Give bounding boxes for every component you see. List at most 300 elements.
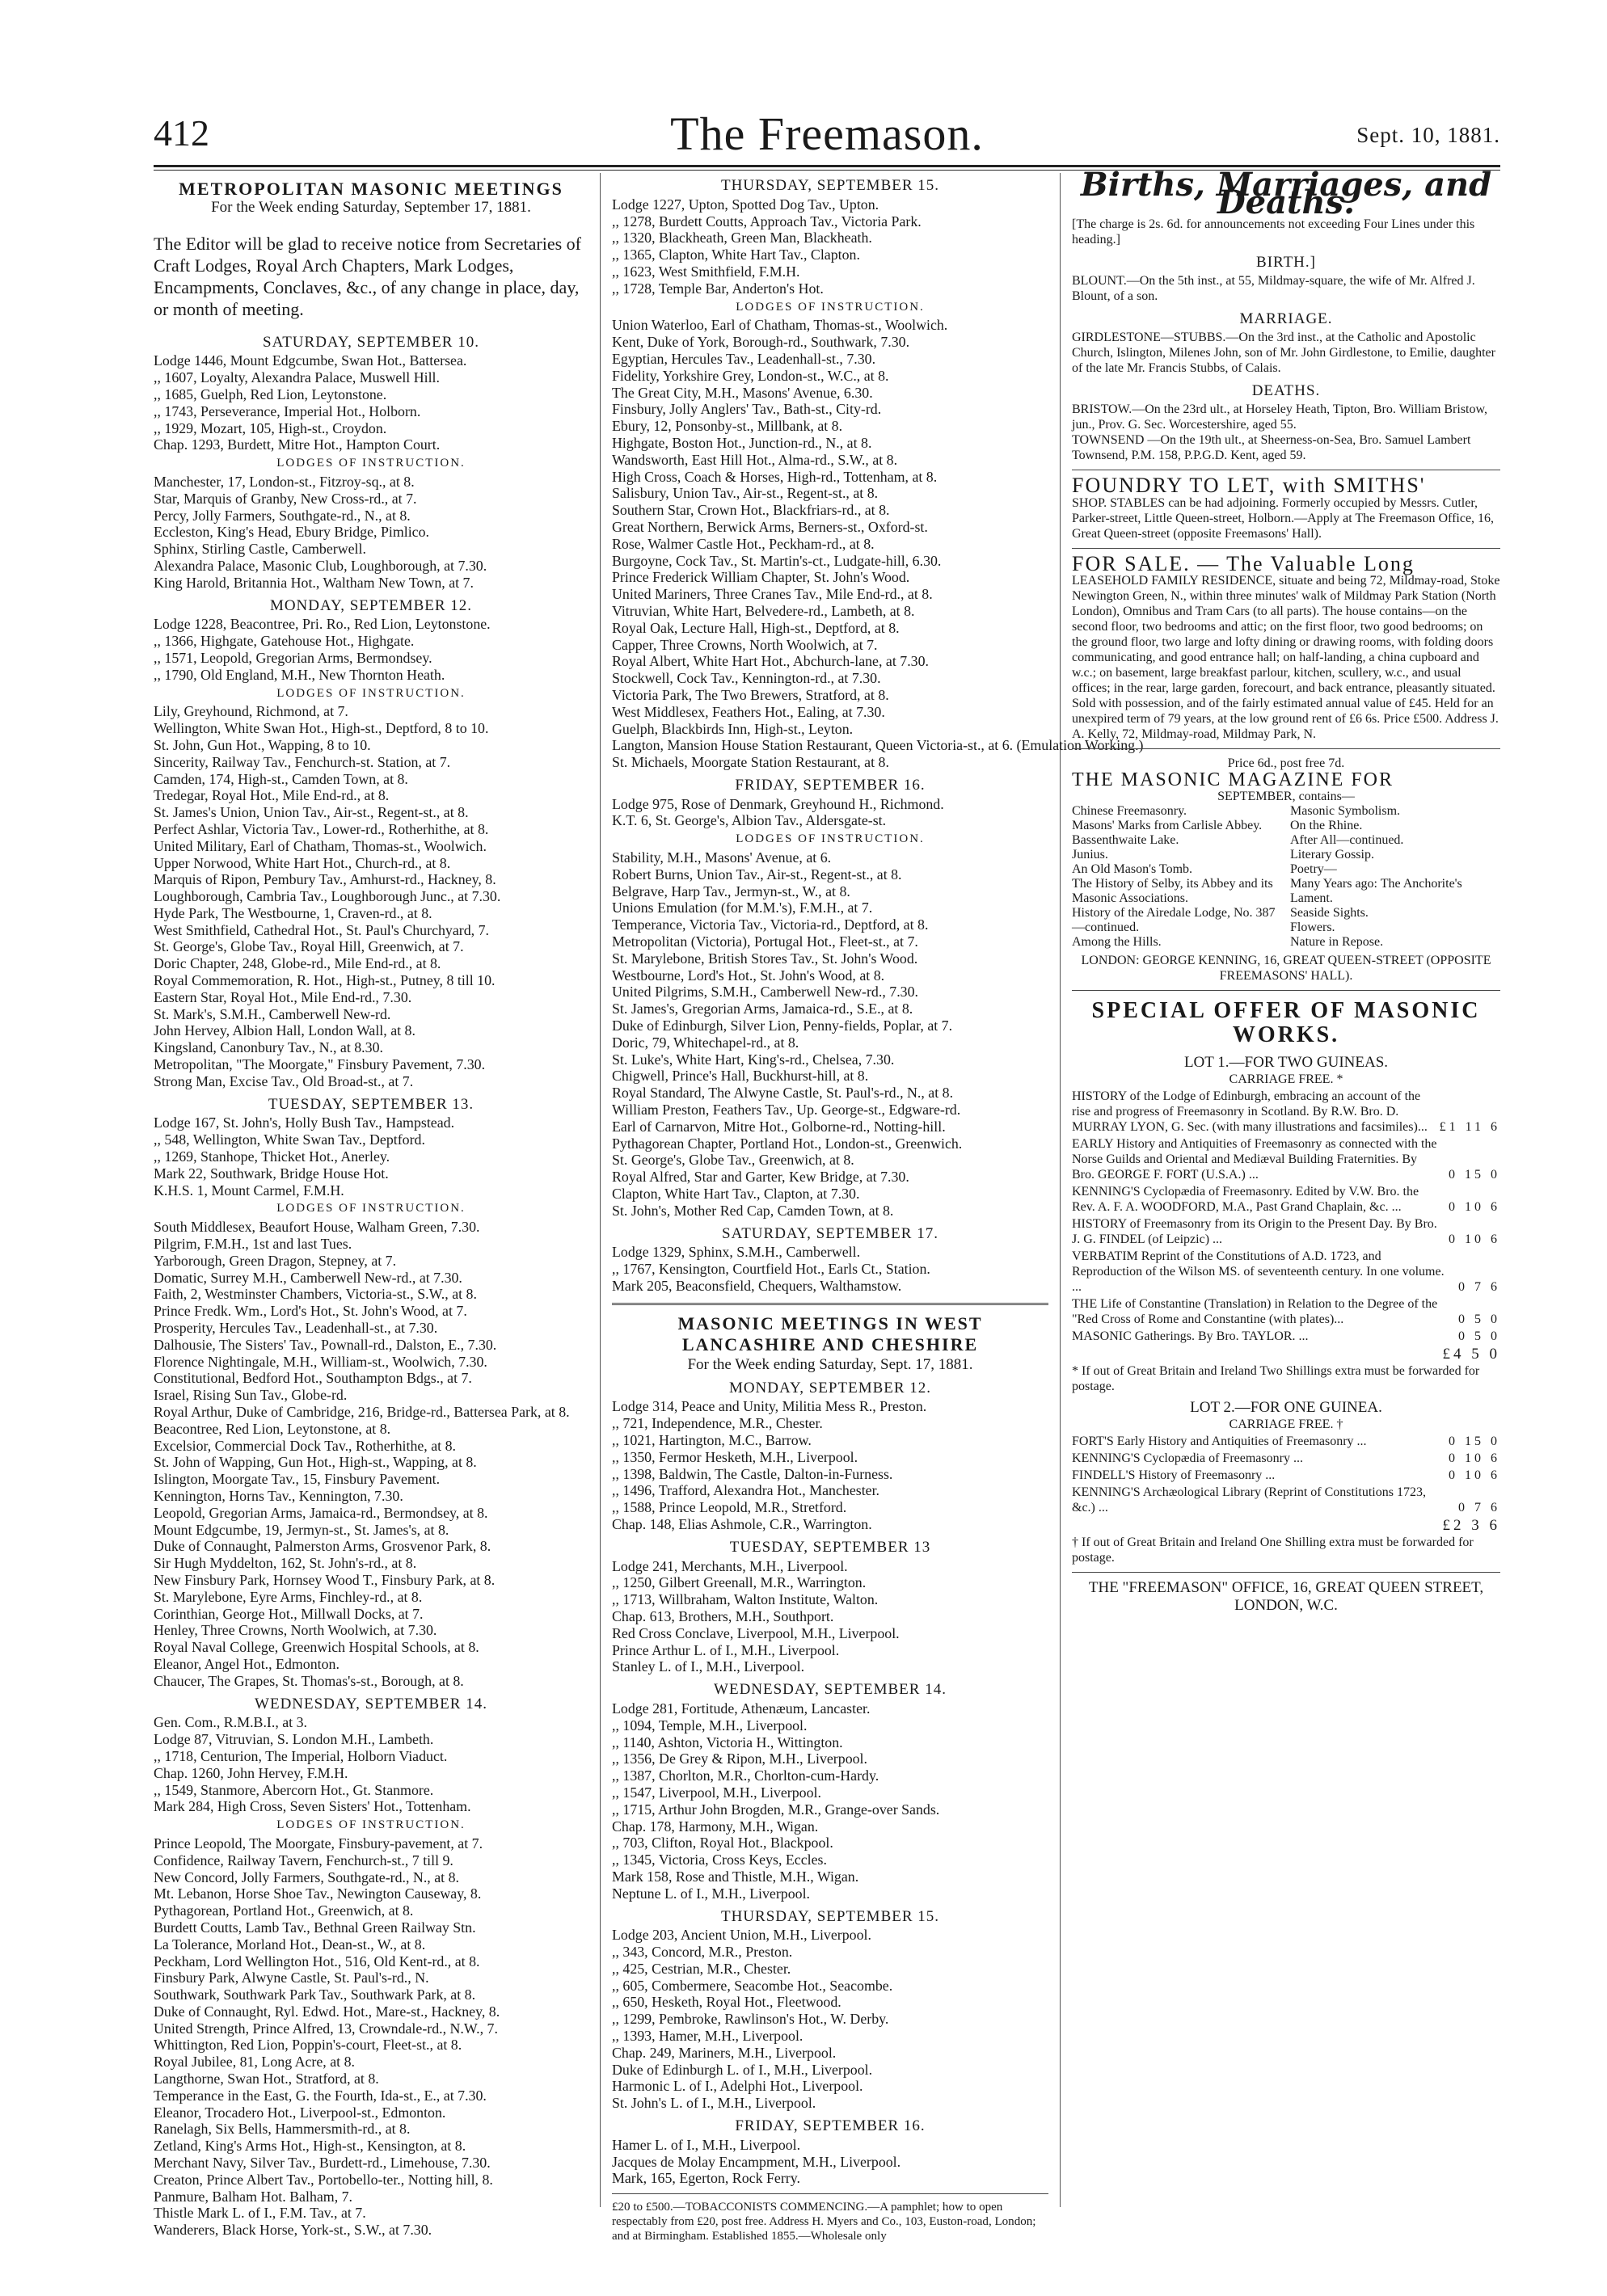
list-item: Jacques de Molay Encampment, M.H., Liverpool. xyxy=(612,2153,901,2170)
list-item: Hyde Park, The Westbourne, 1, Craven-rd., at 8. xyxy=(154,904,432,921)
sale-advert-heading: FOR SALE. — The Valuable Long xyxy=(1072,551,1415,575)
list-item: Union Waterloo, Earl of Chatham, Thomas-st., Woolwich. xyxy=(612,317,948,334)
list-item: Pythagorean, Portland Hot., Greenwich, at 8. xyxy=(154,1902,414,1919)
list-item: Manchester, 17, London-st., Fitzroy-sq., at 8. xyxy=(154,473,415,490)
list-item: Lily, Greyhound, Richmond, at 7. xyxy=(154,703,348,720)
foundry-advert: SHOP. STABLES can be had adjoining. Formerly occupied by Messrs. Cutler, Parker-street, Little Queen-street, Holborn.—Apply at The Freemason Office, 16, Great Queen-street (opposite Freemasons' Hall). xyxy=(1072,495,1495,541)
list-item: ,, 1623, West Smithfield, F.M.H. xyxy=(612,263,800,280)
list-item: Doric Chapter, 248, Globe-rd., Mile End-rd., at 8. xyxy=(154,955,441,972)
list xyxy=(612,1558,1048,1676)
book-item xyxy=(1072,1451,1500,1466)
list-item: Great Northern, Berwick Arms, Berners-st., Oxford-st. xyxy=(612,518,928,535)
list-item: ,, 1607, Loyalty, Alexandra Palace, Muswell Hill. xyxy=(154,369,440,386)
list xyxy=(154,352,588,453)
list xyxy=(612,1398,1048,1532)
section-heading: MASONIC MEETINGS IN WEST LANCASHIRE AND CHESHIRE xyxy=(677,1312,983,1354)
list-item: Southwark, Southwark Park Tav., Southwark Park, at 8. xyxy=(154,1986,476,2003)
list-item: Kennington, Horns Tav., Kennington, 7.30. xyxy=(154,1487,403,1504)
list-item: ,, 1685, Guelph, Red Lion, Leytonstone. xyxy=(154,385,387,402)
list-item: ,, 605, Combermere, Seacombe Hot., Seacombe. xyxy=(612,1977,893,1994)
list-item: ,, 1790, Old England, M.H., New Thornton Heath. xyxy=(154,666,445,683)
book-item xyxy=(1072,1296,1500,1327)
list xyxy=(612,1700,1048,1902)
list-item: Duke of Connaught, Palmerston Arms, Grosvenor Park, 8. xyxy=(154,1538,491,1555)
list-item: ,, 1387, Chorlton, M.R., Chorlton-cum-Hardy. xyxy=(612,1767,879,1784)
list-item: Mark 205, Beaconsfield, Chequers, Walthamstow. xyxy=(612,1278,902,1294)
list-item: Ranelagh, Six Bells, Hammersmith-rd., at 8. xyxy=(154,2121,411,2138)
list-item: St. James's Union, Union Tav., Air-st., Regent-st., at 8. xyxy=(154,804,469,821)
list-item: High Cross, Coach & Horses, High-rd., Tottenham, at 8. xyxy=(612,468,938,485)
list-item: Alexandra Palace, Masonic Club, Loughborough, at 7.30. xyxy=(154,557,487,574)
list-item: Duke of Edinburgh, Silver Lion, Penny-fields, Poplar, at 7. xyxy=(612,1017,953,1034)
book-item xyxy=(1072,1184,1500,1215)
list-item: ,, 1398, Baldwin, The Castle, Dalton-in-Furness. xyxy=(612,1465,893,1482)
list-item: Temperance in the East, G. the Fourth, Ida-st., E., at 7.30. xyxy=(154,2087,487,2104)
list-item: Royal Albert, White Hart Hot., Abchurch-lane, at 7.30. xyxy=(612,653,929,670)
list-item: ,, 1269, Stanhope, Thicket Hot., Anerley. xyxy=(154,1148,390,1165)
list-item: Eleanor, Angel Hot., Edmonton. xyxy=(154,1655,340,1672)
list xyxy=(154,616,588,683)
column-divider xyxy=(600,173,601,2207)
list-item: St. Marylebone, Eyre Arms, Finchley-rd., at 8. xyxy=(154,1588,423,1605)
list-item: ,, 1393, Hamer, M.H., Liverpool. xyxy=(612,2028,804,2045)
lot-note: * If out of Great Britain and Ireland Two Shillings extra must be forwarded for postage. xyxy=(1072,1363,1480,1393)
list-item: Pythagorean Chapter, Portland Hot., London-st., Greenwich. xyxy=(612,1135,963,1152)
list-item: Unions Emulation (for M.M.'s), F.M.H., at 7. xyxy=(612,899,873,916)
list-item: Faith, 2, Westminster Chambers, Victoria-st., S.W., at 8. xyxy=(154,1286,477,1303)
list-item: Stanley L. of I., M.H., Liverpool. xyxy=(612,1658,805,1675)
list-item: Clapton, White Hart Tav., Clapton, at 7.30. xyxy=(612,1186,860,1203)
magazine-contents xyxy=(1072,804,1500,950)
book-item xyxy=(1072,1089,1500,1135)
lot-subheading: CARRIAGE FREE. * xyxy=(1229,1072,1343,1086)
newspaper-title: The Freemason. xyxy=(670,107,984,160)
list-item: Eastern Star, Royal Hot., Mile End-rd., 7.30. xyxy=(154,988,412,1005)
list-item: Marquis of Ripon, Pembury Tav., Amhurst-rd., Hackney, 8. xyxy=(154,871,496,888)
list-item: Beacontree, Red Lion, Leytonstone, at 8. xyxy=(154,1420,391,1437)
book-title: MASONIC Gatherings. By Bro. TAYLOR. ... xyxy=(1072,1329,1309,1343)
day-heading: FRIDAY, SEPTEMBER 16. xyxy=(735,776,926,794)
section-rule xyxy=(612,2193,1048,2194)
list-item: Hamer L. of I., M.H., Liverpool. xyxy=(612,2136,801,2153)
lot-subheading: CARRIAGE FREE. † xyxy=(1229,1418,1343,1432)
list-item: Junius. xyxy=(1072,847,1108,862)
list-item: Loughborough, Cambria Tav., Loughborough Junc., at 7.30. xyxy=(154,888,501,905)
list-item: Chap. 178, Harmony, M.H., Wigan. xyxy=(612,1818,819,1835)
list xyxy=(612,317,1144,771)
list-item: St. Michaels, Moorgate Station Restaurant, at 8. xyxy=(612,754,889,771)
issue-date: Sept. 10, 1881. xyxy=(1356,123,1500,147)
list-item: ,, 425, Cestrian, M.R., Chester. xyxy=(612,1960,791,1977)
list-item: Chap. 249, Mariners, M.H., Liverpool. xyxy=(612,2044,837,2061)
lot-heading: LOT 1.—FOR TWO GUINEAS. xyxy=(1183,1053,1389,1071)
list-item: Duke of Connaught, Ryl. Edwd. Hot., Mare-st., Hackney, 8. xyxy=(154,2003,500,2020)
list-item: Mt. Lebanon, Horse Shoe Tav., Newington Causeway, 8. xyxy=(154,1885,482,1902)
list-item: St. John of Wapping, Gun Hot., High-st., Wapping, at 8. xyxy=(154,1454,477,1471)
list-item: Yarborough, Green Dragon, Stepney, at 7. xyxy=(154,1252,397,1269)
list-item: Among the Hills. xyxy=(1072,934,1162,949)
list-item: Harmonic L. of I., Adelphi Hot., Liverpool. xyxy=(612,2078,863,2095)
day-heading: SATURDAY, SEPTEMBER 17. xyxy=(722,1224,938,1242)
list-item: Florence Nightingale, M.H., William-st., Woolwich, 7.30. xyxy=(154,1353,487,1370)
section-rule xyxy=(1072,1572,1500,1573)
list-item: ,, 1299, Pembroke, Rawlinson's Hot., W. Derby. xyxy=(612,2011,889,2028)
marriage-heading: MARRIAGE. xyxy=(1239,310,1333,328)
list-item: ,, 343, Concord, M.R., Preston. xyxy=(612,1944,793,1961)
list-item: ,, 1094, Temple, M.H., Liverpool. xyxy=(612,1717,808,1734)
list-item: Star, Marquis of Granby, New Cross-rd., at 7. xyxy=(154,490,417,507)
list-item: Masonic Symbolism. xyxy=(1290,803,1401,818)
list-item: Lodge 975, Rose of Denmark, Greyhound H., Richmond. xyxy=(612,795,944,812)
list-item: New Concord, Jolly Farmers, Southgate-rd., N., at 8. xyxy=(154,1868,459,1885)
list-item: Egyptian, Hercules Tav., Leadenhall-st., 7.30. xyxy=(612,350,876,367)
foundry-advert-heading: FOUNDRY TO LET, with SMITHS' xyxy=(1072,474,1426,498)
list-item: Islington, Moorgate Tav., 15, Finsbury Pavement. xyxy=(154,1471,441,1488)
list-item: Belgrave, Harp Tav., Jermyn-st., W., at 8. xyxy=(612,883,850,899)
bmd-note: [The charge is 2s. 6d. for announcements not exceeding Four Lines under this heading.] xyxy=(1072,217,1475,247)
list-item: Nature in Repose. xyxy=(1290,934,1384,949)
book-title: VERBATIM Reprint of the Constitutions of A.D. 1723, and Reproduction of the Wilson MS. of seventeenth century. In one volume. ... xyxy=(1072,1249,1445,1294)
day-heading: THURSDAY, SEPTEMBER 15. xyxy=(720,177,940,194)
list-item: Corinthian, George Hot., Millwall Docks, at 7. xyxy=(154,1605,424,1622)
list-item: The History of Selby, its Abbey and its Masonic Associations. xyxy=(1072,876,1273,905)
lot-items xyxy=(1072,1434,1500,1515)
book-price: 0 5 0 xyxy=(1458,1312,1500,1326)
list-item: Henley, Three Crowns, North Woolwich, at 7.30. xyxy=(154,1622,437,1639)
column-metropolitan xyxy=(154,176,588,2239)
list-item: On the Rhine. xyxy=(1290,818,1363,832)
day-heading: TUESDAY, SEPTEMBER 13 xyxy=(729,1538,931,1556)
list-item: Leopold, Gregorian Arms, Jamaica-rd., Bermondsey, at 8. xyxy=(154,1504,488,1521)
book-item xyxy=(1072,1434,1500,1449)
list-item: Domatic, Surrey M.H., Camberwell New-rd., at 7.30. xyxy=(154,1269,462,1286)
list-item: Whittington, Red Lion, Poppin's-court, Fleet-st., at 8. xyxy=(154,2037,462,2054)
lot-total-price: £2 3 6 xyxy=(1442,1517,1500,1535)
bmd-heading: Births, Marriages, and Deaths. xyxy=(1080,166,1492,222)
list-item: Lodge 167, St. John's, Holly Bush Tav., Hampstead. xyxy=(154,1114,455,1131)
list-item: Lodge 1228, Beacontree, Pri. Ro., Red Lion, Leytonstone. xyxy=(154,616,491,633)
masthead xyxy=(154,107,1500,162)
list-item: ,, 1715, Arthur John Brogden, M.R., Grange-over Sands. xyxy=(612,1801,940,1818)
list-item: ,, 1366, Highgate, Gatehouse Hot., Highgate. xyxy=(154,633,415,650)
book-price: 0 10 6 xyxy=(1449,1468,1500,1483)
tobacconists-advert: £20 to £500.—TOBACCONISTS COMMENCING.—A pamphlet; how to open respectably from £20, post free. Address H. Myers and Co., 103, Euston-road, London; and at Birmingham. Established 1855.—Wholesale only xyxy=(612,2201,1036,2243)
list xyxy=(154,1835,588,2239)
list-item: Prince Frederick William Chapter, St. John's Wood. xyxy=(612,569,910,586)
list-item: Wandsworth, East Hill Hot., Alma-rd., S.W., at 8. xyxy=(612,451,898,468)
lodges-of-instruction-heading: LODGES OF INSTRUCTION. xyxy=(276,686,466,700)
list-item: Masons' Marks from Carlisle Abbey. xyxy=(1072,818,1263,832)
list-item: ,, 1345, Victoria, Cross Keys, Eccles. xyxy=(612,1852,827,1868)
list-item: K.H.S. 1, Mount Carmel, F.M.H. xyxy=(154,1182,344,1199)
list-item: Mark 158, Rose and Thistle, M.H., Wigan. xyxy=(612,1868,859,1885)
book-price: 0 10 6 xyxy=(1449,1199,1500,1214)
list-item: Burgoyne, Cock Tav., St. Martin's-ct., Ludgate-hill, 6.30. xyxy=(612,552,942,569)
book-title: HISTORY of the Lodge of Edinburgh, embracing an account of the rise and progress of Freemasonry in Scotland. By R.W. Bro. D. MURRAY LYON, G. Sec. (with many illustrations and facsimiles)... xyxy=(1072,1089,1428,1134)
list-item: Israel, Rising Sun Tav., Globe-rd. xyxy=(154,1387,348,1404)
magazine-price: Price 6d., post free 7d. xyxy=(1227,756,1345,770)
list-item: Duke of Edinburgh L. of I., M.H., Liverpool. xyxy=(612,2061,873,2078)
list-item: ,, 1718, Centurion, The Imperial, Holborn Viaduct. xyxy=(154,1747,448,1764)
list xyxy=(154,703,588,1089)
list-item: ,, 1496, Trafford, Alexandra Hot., Manchester. xyxy=(612,1482,880,1499)
column-divider xyxy=(1060,173,1061,2207)
book-price: 0 10 6 xyxy=(1449,1232,1500,1246)
book-title: HISTORY of Freemasonry from its Origin to the Present Day. By Bro. J. G. FINDEL (of Leipzic) ... xyxy=(1072,1216,1437,1246)
list xyxy=(154,1114,588,1199)
list-item: St. John's, Mother Red Cap, Camden Town, at 8. xyxy=(612,1202,894,1219)
list-item: ,, 1571, Leopold, Gregorian Arms, Bermondsey. xyxy=(154,649,432,666)
list-item: John Hervey, Albion Hall, London Wall, at 8. xyxy=(154,1022,415,1039)
lot-total-price: £4 5 0 xyxy=(1442,1345,1500,1363)
list xyxy=(612,196,1048,297)
list-item: Sincerity, Railway Tav., Fenchurch-st. Station, at 7. xyxy=(154,753,451,770)
list-item: Burdett Coutts, Lamb Tav., Bethnal Green Railway Stn. xyxy=(154,1919,476,1936)
list-item: ,, 1549, Stanmore, Abercorn Hot., Gt. Stanmore. xyxy=(154,1781,434,1798)
list-item: Sir Hugh Myddelton, 162, St. John's-rd., at 8. xyxy=(154,1555,417,1572)
list-item: Ebury, 12, Ponsonby-st., Millbank, at 8. xyxy=(612,418,843,435)
list-item: ,, 1588, Prince Leopold, M.R., Stretford. xyxy=(612,1499,847,1516)
book-title: EARLY History and Antiquities of Freemasonry as connected with the Norse Guilds and Oriental and Mediæval Building Fraternities. By Bro. GEORGE F. FORT (U.S.A.) ... xyxy=(1072,1136,1437,1182)
list-item: St. Marylebone, British Stores Tav., St. John's Wood. xyxy=(612,950,918,967)
editor-note: The Editor will be glad to receive notice from Secretaries of Craft Lodges, Royal Arch Chapters, Mark Lodges, Encampments, Conclaves, &c., of any change in place, day, or month of meeting. xyxy=(154,233,582,319)
list-item: Literary Gossip. xyxy=(1290,847,1374,862)
book-price: £1 11 6 xyxy=(1439,1119,1500,1134)
book-title: KENNING'S Cyclopædia of Freemasonry ... xyxy=(1072,1451,1303,1466)
day-heading: WEDNESDAY, SEPTEMBER 14. xyxy=(714,1681,947,1699)
list-item: K.T. 6, St. George's, Albion Tav., Aldersgate-st. xyxy=(612,812,887,829)
lodges-of-instruction-heading: LODGES OF INSTRUCTION. xyxy=(276,457,466,470)
lodges-of-instruction-heading: LODGES OF INSTRUCTION. xyxy=(276,1818,466,1832)
list-item: ,, 1356, De Grey & Ripon, M.H., Liverpool. xyxy=(612,1750,867,1767)
book-price: 0 10 6 xyxy=(1449,1451,1500,1466)
list-item: Finsbury Park, Alwyne Castle, St. Paul's-rd., N. xyxy=(154,1970,429,1986)
list-item: ,, 1350, Fermor Hesketh, M.H., Liverpool. xyxy=(612,1448,858,1465)
lodges-of-instruction-heading: LODGES OF INSTRUCTION. xyxy=(736,832,925,846)
magazine-heading: THE MASONIC MAGAZINE FOR xyxy=(1072,769,1394,790)
list xyxy=(612,796,1048,830)
list-item: United Mariners, Three Cranes Tav., Mile End-rd., at 8. xyxy=(612,586,933,603)
list-item: New Finsbury Park, Hornsey Wood T., Finsbury Park, at 8. xyxy=(154,1571,496,1588)
lodges-of-instruction-heading: LODGES OF INSTRUCTION. xyxy=(736,300,925,314)
list-item: South Middlesex, Beaufort House, Walham Green, 7.30. xyxy=(154,1219,480,1236)
list-item: ,, 1767, Kensington, Courtfield Hot., Earls Ct., Station. xyxy=(612,1261,930,1278)
list-item: Royal Commemoration, R. Hot., High-st., Putney, 8 till 10. xyxy=(154,972,496,989)
list-item: Finsbury, Jolly Anglers' Tav., Bath-st., City-rd. xyxy=(612,401,882,418)
list-item: Royal Naval College, Greenwich Hospital Schools, at 8. xyxy=(154,1639,479,1656)
list-item: Prince Fredk. Wm., Lord's Hot., St. John's Wood, at 7. xyxy=(154,1303,467,1320)
book-item xyxy=(1072,1249,1500,1295)
list-item: Victoria Park, The Two Brewers, Stratford, at 8. xyxy=(612,686,889,703)
list-item: Royal Alfred, Star and Garter, Kew Bridge, at 7.30. xyxy=(612,1169,909,1186)
list-item: United Pilgrims, S.M.H., Camberwell New-rd., 7.30. xyxy=(612,984,918,1001)
day-heading: MONDAY, SEPTEMBER 12. xyxy=(269,596,473,614)
list xyxy=(612,2137,1048,2187)
list-item: Chap. 1293, Burdett, Mitre Hot., Hampton Court. xyxy=(154,436,441,453)
list-item: United Strength, Prince Alfred, 13, Crowndale-rd., N.W., 7. xyxy=(154,2020,498,2037)
list-item: The Great City, M.H., Masons' Avenue, 6.30. xyxy=(612,384,873,401)
list-item: Chap. 148, Elias Ashmole, C.R., Warrington. xyxy=(612,1515,872,1532)
list-item: Temperance, Victoria Tav., Victoria-rd., Deptford, at 8. xyxy=(612,916,929,933)
list-item: Peckham, Lord Wellington Hot., 516, Old Kent-rd., at 8. xyxy=(154,1953,480,1970)
list-item: Prince Arthur L. of I., M.H., Liverpool. xyxy=(612,1641,840,1658)
list-item: Langton, Mansion House Station Restaurant, Queen Victoria-st., at 6. (Emulation Working.) xyxy=(612,737,1144,754)
section-rule xyxy=(1072,990,1500,991)
list-item: Highgate, Boston Hot., Junction-rd., N., at 8. xyxy=(612,434,872,451)
list-item: William Preston, Feathers Tav., Up. George-st., Edgware-rd. xyxy=(612,1102,961,1119)
birth-heading: BIRTH.] xyxy=(1256,254,1316,272)
list xyxy=(154,474,588,592)
day-heading: MONDAY, SEPTEMBER 12. xyxy=(728,1379,932,1397)
lot-total xyxy=(1072,1517,1500,1535)
lot-total xyxy=(1072,1346,1500,1363)
list-item: Westbourne, Lord's Hot., St. John's Wood, at 8. xyxy=(612,967,885,984)
list-item: Lodge 1329, Sphinx, S.M.H., Camberwell. xyxy=(612,1244,861,1261)
book-title: FINDELL'S History of Freemasonry ... xyxy=(1072,1468,1276,1483)
list-item: ,, 650, Hesketh, Royal Hot., Fleetwood. xyxy=(612,1994,841,2011)
list-item: Tredegar, Royal Hot., Mile End-rd., at 8. xyxy=(154,787,390,804)
list-item: Royal Arthur, Duke of Cambridge, 216, Bridge-rd., Battersea Park, at 8. xyxy=(154,1404,570,1420)
list-item: Stockwell, Cock Tav., Kennington-rd., at 7.30. xyxy=(612,670,881,687)
list-item: Eleanor, Trocadero Hot., Liverpool-st., Edmonton. xyxy=(154,2104,446,2121)
list-item: Seaside Sights. xyxy=(1290,905,1369,920)
list xyxy=(612,849,1048,1220)
list-item: Vitruvian, White Hart, Belvedere-rd., Lambeth, at 8. xyxy=(612,602,915,619)
list xyxy=(154,1219,588,1689)
book-title: KENNING'S Archæological Library (Reprint of Constitutions 1723, &c.) ... xyxy=(1072,1485,1426,1515)
lot-note: † If out of Great Britain and Ireland One Shilling extra must be forwarded for postage. xyxy=(1072,1536,1474,1565)
list-item: Wanderers, Black Horse, York-st., S.W., at 7.30. xyxy=(154,2222,432,2239)
list-item: Wellington, White Swan Hot., High-st., Deptford, 8 to 10. xyxy=(154,720,489,737)
book-item xyxy=(1072,1329,1500,1344)
list-item: ,, 1250, Gilbert Greenall, M.R., Warrington. xyxy=(612,1574,867,1591)
book-price: 0 7 6 xyxy=(1458,1501,1500,1515)
list-item: United Military, Earl of Chatham, Thomas-st., Woolwich. xyxy=(154,837,487,854)
list-item: Bassenthwaite Lake. xyxy=(1072,832,1179,847)
list-item: ,, 1278, Burdett Coutts, Approach Tav., Victoria Park. xyxy=(612,213,922,230)
list-item: Zetland, King's Arms Hot., High-st., Kensington, at 8. xyxy=(154,2138,466,2155)
lot-items xyxy=(1072,1089,1500,1344)
book-item xyxy=(1072,1216,1500,1247)
section-rule xyxy=(1072,748,1500,749)
birth-notice: BLOUNT.—On the 5th inst., at 55, Mildmay-square, the wife of Mr. Alfred J. Blount, of a son. xyxy=(1072,274,1475,304)
list-item: St. George's, Globe Tav., Greenwich, at 8. xyxy=(612,1152,854,1169)
day-heading: WEDNESDAY, SEPTEMBER 14. xyxy=(255,1695,487,1713)
list-item: History of the Airedale Lodge, No. 387—continued. xyxy=(1072,905,1276,934)
page-number: 412 xyxy=(154,112,209,154)
list-item: ,, 548, Wellington, White Swan Tav., Deptford. xyxy=(154,1131,425,1148)
list-item: Many Years ago: The Anchorite's Lament. xyxy=(1290,876,1462,905)
list-item: An Old Mason's Tomb. xyxy=(1072,862,1193,876)
list-item: Confidence, Railway Tavern, Fenchurch-st., 7 till 9. xyxy=(154,1852,453,1868)
book-price: 0 15 0 xyxy=(1449,1434,1500,1449)
list-item: ,, 703, Clifton, Royal Hot., Blackpool. xyxy=(612,1835,833,1852)
list-item: After All—continued. xyxy=(1290,832,1404,847)
list-item: Mark 22, Southwark, Bridge House Hot. xyxy=(154,1165,389,1182)
list-item: ,, 1140, Ashton, Victoria H., Wittington. xyxy=(612,1734,843,1750)
list-item: Fidelity, Yorkshire Grey, London-st., W.C., at 8. xyxy=(612,367,889,384)
list-item: Salisbury, Union Tav., Air-st., Regent-st., at 8. xyxy=(612,485,879,502)
list-item: Strong Man, Excise Tav., Old Broad-st., at 7. xyxy=(154,1072,414,1089)
list-item: Mount Edgcumbe, 19, Jermyn-st., St. James's, at 8. xyxy=(154,1521,449,1538)
book-title: FORT'S Early History and Antiquities of Freemasonry ... xyxy=(1072,1434,1367,1449)
book-item xyxy=(1072,1468,1500,1483)
sale-advert: LEASEHOLD FAMILY RESIDENCE, situate and being 72, Mildmay-road, Stoke Newington Green, N., within three minutes' walk of Mildmay Park Station (North London), Omnibus and Tram Cars (to all parts). The house contains—on the second floor, two bedrooms and attic; on the first floor, two good bedrooms; on the ground floor, two large and lofty dining or drawing rooms, with folding doors communicating, and good entrance hall; on half-landing, a china cupboard and w.c.; on basement, large breakfast parlour, kitchen, scullery, w.c., and usual offices; in the rear, large garden, forecourt, and back entrance, pleasantly situated. Sold with possession, and of the fairly estimated annual value of £45. Held for an unexpired term of 79 years, at the low ground rent of £6 6s. Price £500. Address J. A. Kelly, 72, Mildmay-road, Mildmay Park, N. xyxy=(1072,573,1500,741)
day-heading: TUESDAY, SEPTEMBER 13. xyxy=(268,1095,475,1113)
list-item: Guelph, Blackbirds Inn, High-st., Leyton. xyxy=(612,720,854,737)
list-item: King Harold, Britannia Hot., Waltham New Town, at 7. xyxy=(154,574,474,591)
section-heading: METROPOLITAN MASONIC MEETINGS xyxy=(179,179,563,199)
list-item: Flowers. xyxy=(1290,920,1335,934)
list-item: Kingsland, Canonbury Tav., N., at 8.30. xyxy=(154,1039,383,1056)
list-item: Kent, Duke of York, Borough-rd., Southwark, 7.30. xyxy=(612,334,910,351)
list-item: Constitutional, Bedford Hot., Southampton Bdgs., at 7. xyxy=(154,1370,472,1387)
list xyxy=(612,1927,1048,2112)
list-item: ,, 1929, Mozart, 105, High-st., Croydon. xyxy=(154,419,387,436)
list-item: Lodge 1227, Upton, Spotted Dog Tav., Upton. xyxy=(612,196,879,213)
list-item: ,, 1713, Willbraham, Walton Institute, Walton. xyxy=(612,1591,879,1608)
list-item: Mark 284, High Cross, Seven Sisters' Hot., Tottenham. xyxy=(154,1798,471,1815)
list-item: ,, 1021, Hartington, M.C., Barrow. xyxy=(612,1431,812,1448)
list-item: Stability, M.H., Masons' Avenue, at 6. xyxy=(612,849,832,866)
list-item: Lodge 241, Merchants, M.H., Liverpool. xyxy=(612,1557,848,1574)
list-item: Prince Leopold, The Moorgate, Finsbury-pavement, at 7. xyxy=(154,1835,483,1852)
lodges-of-instruction-heading: LODGES OF INSTRUCTION. xyxy=(276,1202,466,1215)
book-title: THE Life of Constantine (Translation) in Relation to the Degree of the "Red Cross of Rome and Constantine (with plates)... xyxy=(1072,1296,1438,1326)
list-item: Gen. Com., R.M.B.I., at 3. xyxy=(154,1714,308,1731)
list-item: ,, 1547, Liverpool, M.H., Liverpool. xyxy=(612,1784,821,1801)
list-item: Merchant Navy, Silver Tav., Burdett-rd., Limehouse, 7.30. xyxy=(154,2155,491,2172)
list-item: Sphinx, Stirling Castle, Camberwell. xyxy=(154,541,366,558)
list-item: Chigwell, Prince's Hall, Buckhurst-hill, at 8. xyxy=(612,1068,869,1085)
list-item: Upper Norwood, White Hart Hot., Church-rd., at 8. xyxy=(154,854,451,871)
section-rule xyxy=(612,1303,1048,1305)
list-item: Royal Jubilee, 81, Long Acre, at 8. xyxy=(154,2054,355,2071)
list-item: Pilgrim, F.M.H., 1st and last Tues. xyxy=(154,1236,352,1253)
list-item: Lodge 314, Peace and Unity, Militia Mess R., Preston. xyxy=(612,1398,927,1415)
list-item: St. John, Gun Hot., Wapping, 8 to 10. xyxy=(154,736,371,753)
list-item: Panmure, Balham Hot. Balham, 7. xyxy=(154,2188,353,2205)
book-price: 0 5 0 xyxy=(1458,1329,1500,1343)
list-item: Thistle Mark L. of I., F.M. Tav., at 7. xyxy=(154,2205,366,2222)
list-item: Poetry— xyxy=(1290,862,1337,876)
death-notice: TOWNSEND —On the 19th ult., at Sheerness-on-Sea, Bro. Samuel Lambert Townsend, P.M. 158, P.P.G.D. Kent, aged 59. xyxy=(1072,433,1471,463)
list-item: St. Luke's, White Hart, King's-rd., Chelsea, 7.30. xyxy=(612,1051,895,1068)
list-item: Lodge 1446, Mount Edgcumbe, Swan Hot., Battersea. xyxy=(154,352,467,369)
list xyxy=(154,1714,588,1815)
office-address: THE "FREEMASON" OFFICE, 16, GREAT QUEEN STREET, LONDON, W.C. xyxy=(1088,1579,1484,1615)
list-item: Southern Star, Crown Hot., Blackfriars-rd., at 8. xyxy=(612,502,890,519)
list xyxy=(612,1244,1048,1294)
list-item: Percy, Jolly Farmers, Southgate-rd., N., at 8. xyxy=(154,507,411,524)
day-heading: FRIDAY, SEPTEMBER 16. xyxy=(735,2117,926,2135)
marriage-notice: GIRDLESTONE—STUBBS.—On the 3rd inst., at the Catholic and Apostolic Church, Islington, Milenes John, son of Mr. John Girdlestone, to Emilie, daughter of the late Mr. Francis Stubbs, of Calais. xyxy=(1072,331,1495,376)
death-notice: BRISTOW.—On the 23rd ult., at Horseley Heath, Tipton, Bro. William Bristow, jun., Prov. G. Sec. Worcestershire, aged 55. xyxy=(1072,402,1488,432)
list-item: Langthorne, Swan Hot., Stratford, at 8. xyxy=(154,2071,379,2087)
list-item: ,, 721, Independence, M.R., Chester. xyxy=(612,1415,823,1432)
list-item: Lodge 281, Fortitude, Athenæum, Lancaster. xyxy=(612,1700,871,1717)
list-item: ,, 1365, Clapton, White Hart Tav., Clapton. xyxy=(612,246,860,263)
list-item: Neptune L. of I., M.H., Liverpool. xyxy=(612,1885,811,1902)
list-item: Creaton, Prince Albert Tav., Portobello-ter., Notting hill, 8. xyxy=(154,2171,493,2188)
list-item: Metropolitan (Victoria), Portugal Hot., Fleet-st., at 7. xyxy=(612,933,918,950)
list-item: West Smithfield, Cathedral Hot., St. Paul's Churchyard, 7. xyxy=(154,921,489,938)
book-price: 0 15 0 xyxy=(1449,1167,1500,1182)
magazine-address: LONDON: GEORGE KENNING, 16, GREAT QUEEN-STREET (OPPOSITE FREEMASONS' HALL). xyxy=(1081,953,1491,983)
list xyxy=(1290,804,1500,950)
list-item: Chinese Freemasonry. xyxy=(1072,803,1187,818)
list xyxy=(1072,804,1282,950)
